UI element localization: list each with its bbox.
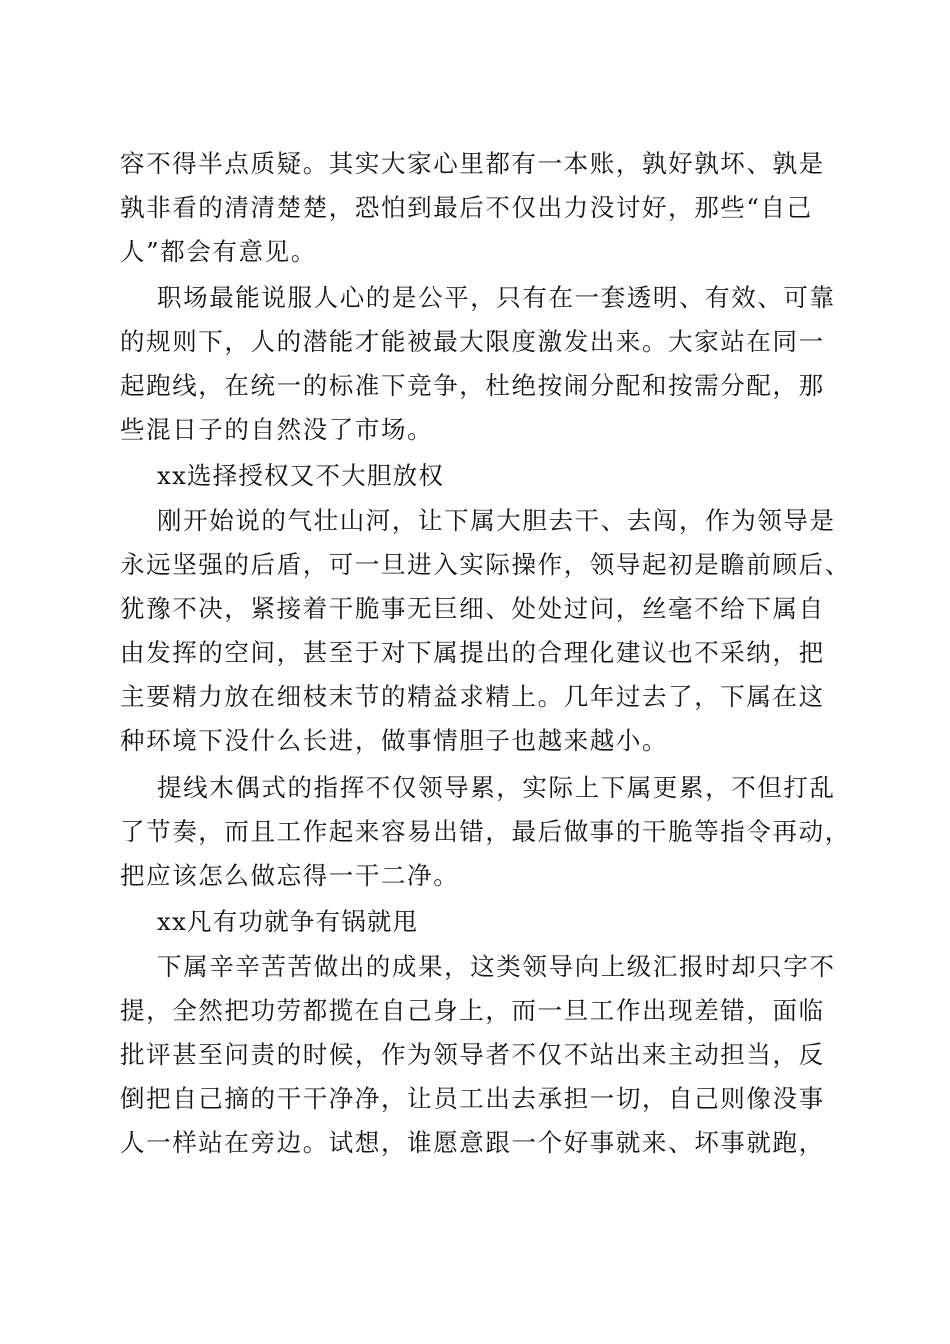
text-line: 起跑线，在统一的标准下竞争，杜绝按闹分配和按需分配，那 (120, 371, 825, 400)
text-line: 犹豫不决，紧接着干脆事无巨细、处处过问，丝毫不给下属自 (120, 594, 825, 623)
paragraph-first-line: 职场最能说服人心的是公平，只有在一套透明、有效、可靠 (157, 283, 836, 312)
text-line: 的规则下，人的潜能才能被最大限度激发出来。大家站在同一 (120, 327, 825, 356)
text-line: 了节奏，而且工作起来容易出错，最后做事的干脆等指令再动， (120, 817, 851, 846)
text-line: 永远坚强的后盾，可一旦进入实际操作，领导起初是瞻前顾后、 (120, 550, 851, 579)
text-line: 些混日子的自然没了市场。 (120, 415, 434, 444)
text-line: 容不得半点质疑。其实大家心里都有一本账，孰好孰坏、孰是 (120, 149, 825, 178)
text-line: 人一样站在旁边。试想，谁愿意跟一个好事就来、坏事就跑， (120, 1128, 825, 1157)
section-heading: xx凡有功就争有锅就甩 (157, 907, 419, 936)
text-line: 把应该怎么做忘得一干二净。 (120, 861, 460, 890)
text-line: 批评甚至问责的时候，作为领导者不仅不站出来主动担当，反 (120, 1040, 825, 1069)
paragraph-first-line: 刚开始说的气壮山河，让下属大胆去干、去闯，作为领导是 (157, 506, 836, 535)
paragraph-first-line: 下属辛辛苦苦做出的成果，这类领导向上级汇报时却只字不 (157, 952, 836, 981)
text-line: 倒把自己摘的干干净净，让员工出去承担一切，自己则像没事 (120, 1084, 825, 1113)
text-line: 提，全然把功劳都揽在自己身上，而一旦工作出现差错，面临 (120, 996, 825, 1025)
text-line: 主要精力放在细枝末节的精益求精上。几年过去了，下属在这 (120, 682, 825, 711)
text-line: 人”都会有意见。 (120, 237, 317, 266)
section-heading: xx选择授权又不大胆放权 (157, 461, 445, 490)
text-line: 孰非看的清清楚楚，恐怕到最后不仅出力没讨好，那些“自己 (120, 193, 813, 222)
text-line: 由发挥的空间，甚至于对下属提出的合理化建议也不采纳，把 (120, 638, 825, 667)
paragraph-first-line: 提线木偶式的指挥不仅领导累，实际上下属更累，不但打乱 (157, 773, 836, 802)
text-line: 种环境下没什么长进，做事情胆子也越来越小。 (120, 726, 669, 755)
